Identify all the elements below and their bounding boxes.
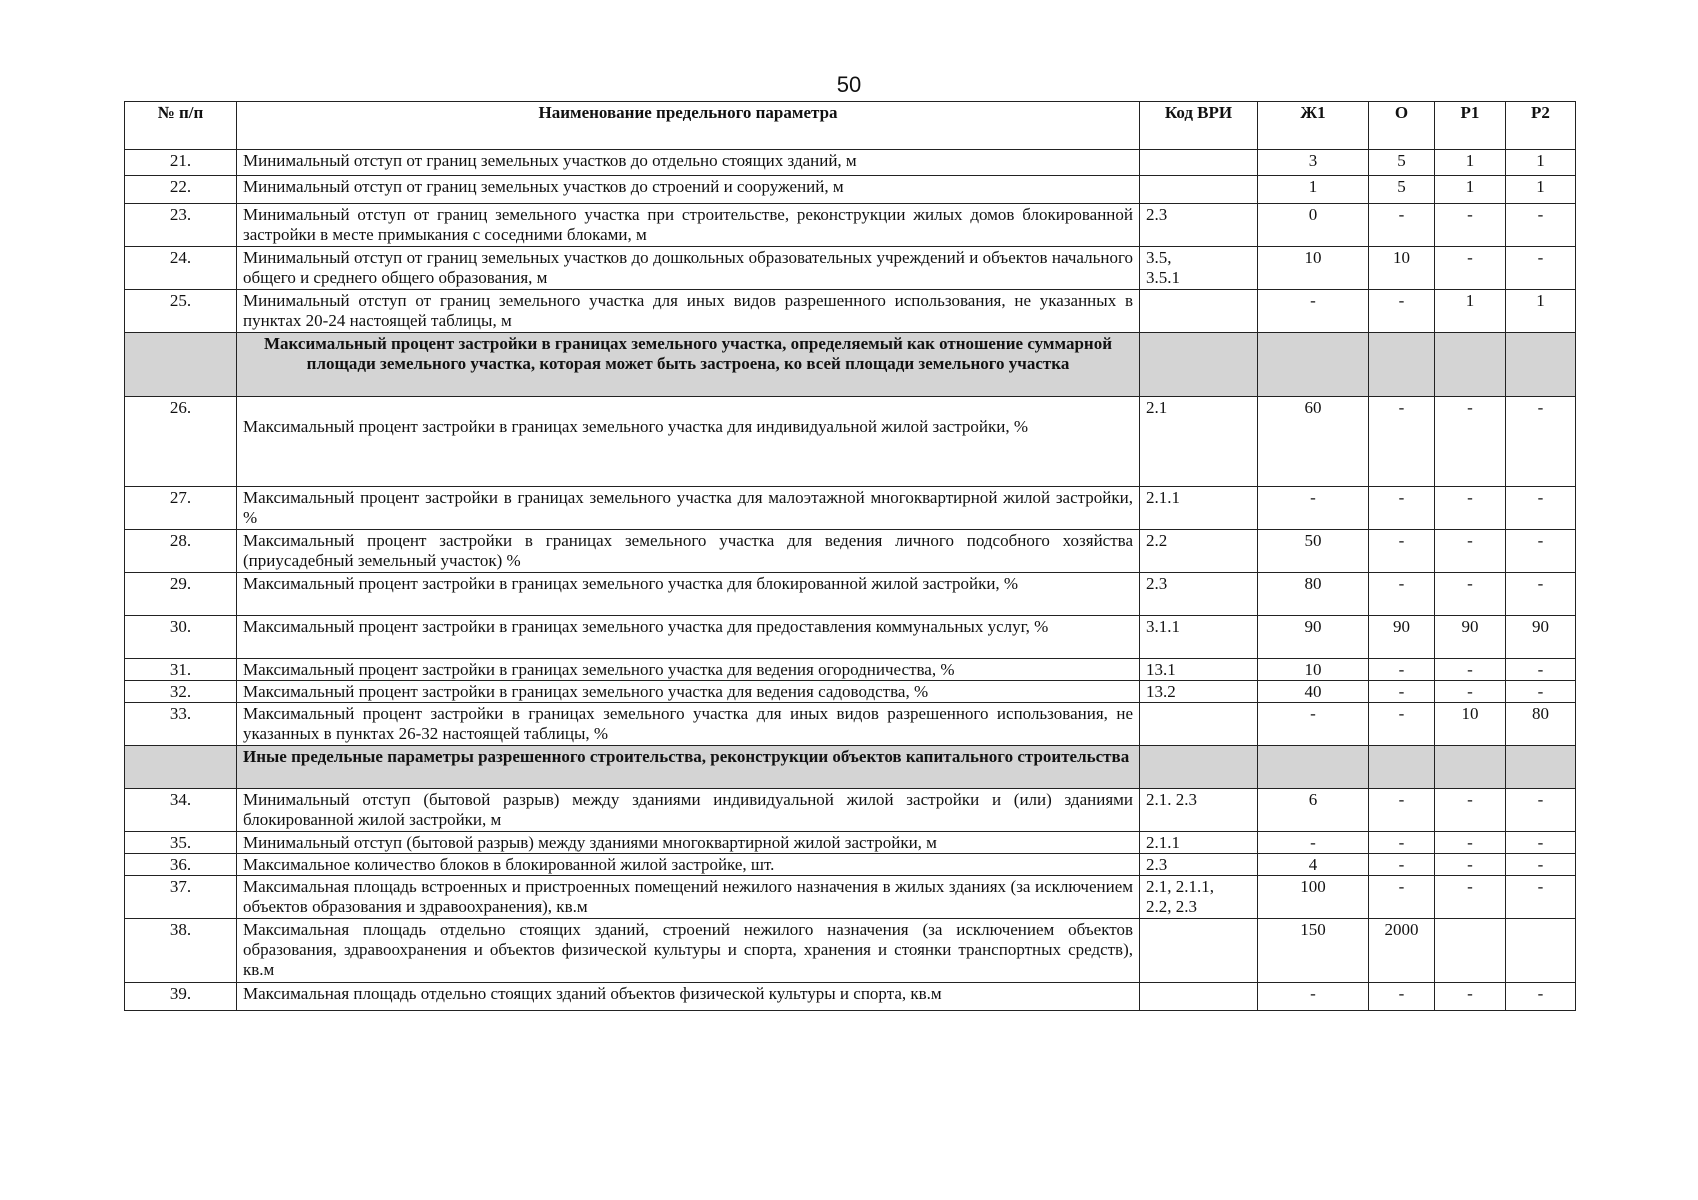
parameter-name-cell: Минимальный отступ (бытовой разрыв) между зданиями многоквартирной жилой застройки, м: [237, 832, 1140, 854]
zone-o-value: -: [1369, 530, 1435, 573]
zone-o-value: -: [1369, 854, 1435, 876]
zone-r2-value: -: [1506, 204, 1576, 247]
zone-r1-value: -: [1435, 876, 1506, 919]
row-number-cell: 25.: [125, 290, 237, 333]
row-number-cell: 24.: [125, 247, 237, 290]
parameter-name-cell: Минимальный отступ (бытовой разрыв) между зданиями индивидуальной жилой застройки и (или) зданиями блокированной жилой застройки, м: [237, 789, 1140, 832]
zone-r2-value: -: [1506, 397, 1576, 487]
parameter-name-cell: Максимальный процент застройки в границах земельного участка для блокированной жилой застройки, %: [237, 573, 1140, 616]
table-row: [125, 876, 1576, 919]
row-number-cell: 21.: [125, 150, 237, 176]
zone-zh1-value: 40: [1258, 681, 1369, 703]
row-number-cell: 33.: [125, 703, 237, 746]
zone-r1-value: -: [1435, 659, 1506, 681]
section-title: Максимальный процент застройки в границах земельного участка, определяемый как отношение суммарной площади земельного участка, которая может быть застроена, ко всей площади земельного участка: [237, 333, 1140, 397]
row-number-cell: 36.: [125, 854, 237, 876]
zone-r2-value: 80: [1506, 703, 1576, 746]
zone-zh1-value: 90: [1258, 616, 1369, 659]
zone-o-value: -: [1369, 832, 1435, 854]
zone-zh1-value: 0: [1258, 204, 1369, 247]
zone-o-value: 2000: [1369, 919, 1435, 983]
section-title: Иные предельные параметры разрешенного строительства, реконструкции объектов капитального строительства: [237, 746, 1140, 789]
zone-r2-value: 1: [1506, 290, 1576, 333]
table-row: [125, 397, 1576, 487]
page-number: 50: [836, 72, 862, 97]
table-header-row: [125, 102, 1576, 150]
vri-code-cell: 13.2: [1140, 681, 1258, 703]
table-row: [125, 176, 1576, 204]
zone-r1-value: -: [1435, 681, 1506, 703]
row-number-cell: 37.: [125, 876, 237, 919]
zone-zh1-value: 1: [1258, 176, 1369, 204]
zone-zh1-value: -: [1258, 832, 1369, 854]
zone-r1-value: 1: [1435, 290, 1506, 333]
row-number-cell: 29.: [125, 573, 237, 616]
zone-value-cell: [1369, 333, 1435, 397]
zone-r1-value: -: [1435, 983, 1506, 1011]
parameter-name-cell: Максимальный процент застройки в границах земельного участка для ведения садоводства, %: [237, 681, 1140, 703]
zone-r1-value: -: [1435, 487, 1506, 530]
table-row: [125, 789, 1576, 832]
zone-r1-value: -: [1435, 247, 1506, 290]
vri-code-cell: 2.1, 2.1.1, 2.2, 2.3: [1140, 876, 1258, 919]
vri-code-cell: 3.5, 3.5.1: [1140, 247, 1258, 290]
zone-o-value: 90: [1369, 616, 1435, 659]
table-row: [125, 919, 1576, 983]
header-parameter-name: Наименование предельного параметра: [237, 102, 1140, 150]
row-number-cell: 28.: [125, 530, 237, 573]
header-vri-code: Код ВРИ: [1140, 102, 1258, 150]
zone-o-value: -: [1369, 573, 1435, 616]
zone-r1-value: 1: [1435, 176, 1506, 204]
parameter-name-cell: Максимальный процент застройки в границах земельного участка для иных видов разрешенного использования, не указанных в пунктах 26-32 настоящей таблицы, %: [237, 703, 1140, 746]
section-row: [125, 746, 1576, 789]
zone-r2-value: -: [1506, 876, 1576, 919]
zone-o-value: -: [1369, 703, 1435, 746]
zone-o-value: 5: [1369, 150, 1435, 176]
vri-code-cell: [1140, 150, 1258, 176]
zone-zh1-value: 100: [1258, 876, 1369, 919]
zone-zh1-value: -: [1258, 983, 1369, 1011]
zone-r1-value: -: [1435, 573, 1506, 616]
zone-zh1-value: 10: [1258, 659, 1369, 681]
parameter-name-cell: Максимальная площадь встроенных и пристроенных помещений нежилого назначения в жилых зданиях (за исключением объектов образования и здравоохранения), кв.м: [237, 876, 1140, 919]
parameter-name-cell: Максимальное количество блоков в блокированной жилой застройке, шт.: [237, 854, 1140, 876]
table-row: [125, 530, 1576, 573]
zone-zh1-value: 150: [1258, 919, 1369, 983]
header-number: № п/п: [125, 102, 237, 150]
zone-zh1-value: 3: [1258, 150, 1369, 176]
vri-code-cell: 2.3: [1140, 573, 1258, 616]
zone-r2-value: -: [1506, 487, 1576, 530]
table-row: [125, 854, 1576, 876]
row-number-cell: 26.: [125, 397, 237, 487]
table-row: [125, 616, 1576, 659]
table-row: [125, 832, 1576, 854]
parameter-name-cell: Максимальный процент застройки в границах земельного участка для индивидуальной жилой застройки, %: [237, 397, 1140, 487]
zone-r1-value: [1435, 919, 1506, 983]
zone-value-cell: [1258, 333, 1369, 397]
zone-o-value: -: [1369, 983, 1435, 1011]
parameters-table: [124, 101, 1576, 1011]
row-number-cell: 38.: [125, 919, 237, 983]
vri-code-cell: [1140, 333, 1258, 397]
header-zone-r2: Р2: [1506, 102, 1576, 150]
zone-value-cell: [1435, 333, 1506, 397]
zone-r2-value: -: [1506, 983, 1576, 1011]
zone-o-value: -: [1369, 681, 1435, 703]
vri-code-cell: 2.1. 2.3: [1140, 789, 1258, 832]
parameter-name-cell: Минимальный отступ от границ земельного участка при строительстве, реконструкции жилых домов блокированной застройки в месте примыкания с соседними блоками, м: [237, 204, 1140, 247]
table-row: [125, 681, 1576, 703]
table-row: [125, 487, 1576, 530]
vri-code-cell: [1140, 983, 1258, 1011]
table-row: [125, 573, 1576, 616]
zone-value-cell: [1435, 746, 1506, 789]
zone-o-value: -: [1369, 659, 1435, 681]
row-number-cell: 32.: [125, 681, 237, 703]
row-number-cell: 22.: [125, 176, 237, 204]
zone-zh1-value: -: [1258, 290, 1369, 333]
vri-code-cell: [1140, 290, 1258, 333]
row-number-cell: 39.: [125, 983, 237, 1011]
parameter-name-cell: Минимальный отступ от границ земельных участков до дошкольных образовательных учреждений и объектов начального общего и среднего общего образования, м: [237, 247, 1140, 290]
zone-r1-value: 1: [1435, 150, 1506, 176]
vri-code-cell: [1140, 703, 1258, 746]
parameter-name-cell: Максимальный процент застройки в границах земельного участка для ведения огородничества, %: [237, 659, 1140, 681]
parameter-name-cell: Максимальная площадь отдельно стоящих зданий объектов физической культуры и спорта, кв.м: [237, 983, 1140, 1011]
table-row: [125, 290, 1576, 333]
zone-r2-value: -: [1506, 659, 1576, 681]
table-row: [125, 150, 1576, 176]
zone-zh1-value: -: [1258, 487, 1369, 530]
zone-r2-value: -: [1506, 530, 1576, 573]
row-number-cell: [125, 333, 237, 397]
parameter-name-cell: Минимальный отступ от границ земельных участков до отдельно стоящих зданий, м: [237, 150, 1140, 176]
zone-o-value: -: [1369, 789, 1435, 832]
zone-r2-value: -: [1506, 854, 1576, 876]
vri-code-cell: [1140, 919, 1258, 983]
zone-r2-value: 1: [1506, 176, 1576, 204]
zone-r1-value: -: [1435, 832, 1506, 854]
zone-o-value: 5: [1369, 176, 1435, 204]
table-row: [125, 983, 1576, 1011]
header-zone-r1: Р1: [1435, 102, 1506, 150]
vri-code-cell: 13.1: [1140, 659, 1258, 681]
zone-value-cell: [1506, 333, 1576, 397]
parameter-name-cell: Максимальный процент застройки в границах земельного участка для предоставления коммунальных услуг, %: [237, 616, 1140, 659]
parameter-name-cell: Максимальный процент застройки в границах земельного участка для ведения личного подсобного хозяйства (приусадебный земельный участок) %: [237, 530, 1140, 573]
zone-value-cell: [1506, 746, 1576, 789]
zone-zh1-value: 60: [1258, 397, 1369, 487]
parameter-name-cell: Минимальный отступ от границ земельного участка для иных видов разрешенного использования, не указанных в пунктах 20-24 настоящей таблицы, м: [237, 290, 1140, 333]
zone-r2-value: -: [1506, 789, 1576, 832]
zone-zh1-value: 4: [1258, 854, 1369, 876]
vri-code-cell: 3.1.1: [1140, 616, 1258, 659]
vri-code-cell: 2.1.1: [1140, 487, 1258, 530]
zone-o-value: -: [1369, 876, 1435, 919]
row-number-cell: [125, 746, 237, 789]
vri-code-cell: 2.1: [1140, 397, 1258, 487]
vri-code-cell: [1140, 746, 1258, 789]
table-row: [125, 703, 1576, 746]
parameter-name-cell: Максимальный процент застройки в границах земельного участка для малоэтажной многоквартирной жилой застройки, %: [237, 487, 1140, 530]
zone-r2-value: -: [1506, 832, 1576, 854]
zone-r1-value: -: [1435, 204, 1506, 247]
zone-r1-value: 10: [1435, 703, 1506, 746]
zone-r1-value: -: [1435, 530, 1506, 573]
vri-code-cell: [1140, 176, 1258, 204]
zone-value-cell: [1258, 746, 1369, 789]
zone-o-value: -: [1369, 397, 1435, 487]
zone-r2-value: 90: [1506, 616, 1576, 659]
zone-zh1-value: 10: [1258, 247, 1369, 290]
zone-r1-value: -: [1435, 397, 1506, 487]
zone-zh1-value: 6: [1258, 789, 1369, 832]
zone-value-cell: [1369, 746, 1435, 789]
table-row: [125, 247, 1576, 290]
zone-o-value: 10: [1369, 247, 1435, 290]
table-row: [125, 659, 1576, 681]
vri-code-cell: 2.3: [1140, 854, 1258, 876]
vri-code-cell: 2.1.1: [1140, 832, 1258, 854]
row-number-cell: 34.: [125, 789, 237, 832]
zone-zh1-value: -: [1258, 703, 1369, 746]
zone-r2-value: [1506, 919, 1576, 983]
vri-code-cell: 2.2: [1140, 530, 1258, 573]
section-row: [125, 333, 1576, 397]
zone-r2-value: -: [1506, 573, 1576, 616]
row-number-cell: 23.: [125, 204, 237, 247]
zone-o-value: -: [1369, 487, 1435, 530]
zone-r2-value: -: [1506, 247, 1576, 290]
zone-o-value: -: [1369, 204, 1435, 247]
row-number-cell: 31.: [125, 659, 237, 681]
parameter-name-cell: Максимальная площадь отдельно стоящих зданий, строений нежилого назначения (за исключением объектов образования, здравоохранения и объектов физической культуры и спорта, хранения и стоянки транспортных средств), кв.м: [237, 919, 1140, 983]
header-zone-o: О: [1369, 102, 1435, 150]
zone-r1-value: -: [1435, 854, 1506, 876]
row-number-cell: 35.: [125, 832, 237, 854]
zone-r2-value: 1: [1506, 150, 1576, 176]
zone-o-value: -: [1369, 290, 1435, 333]
table-row: [125, 204, 1576, 247]
zone-r1-value: 90: [1435, 616, 1506, 659]
row-number-cell: 30.: [125, 616, 237, 659]
zone-zh1-value: 50: [1258, 530, 1369, 573]
parameter-name-cell: Минимальный отступ от границ земельных участков до строений и сооружений, м: [237, 176, 1140, 204]
zone-zh1-value: 80: [1258, 573, 1369, 616]
header-zone-zh1: Ж1: [1258, 102, 1369, 150]
zone-r2-value: -: [1506, 681, 1576, 703]
zone-r1-value: -: [1435, 789, 1506, 832]
vri-code-cell: 2.3: [1140, 204, 1258, 247]
row-number-cell: 27.: [125, 487, 237, 530]
